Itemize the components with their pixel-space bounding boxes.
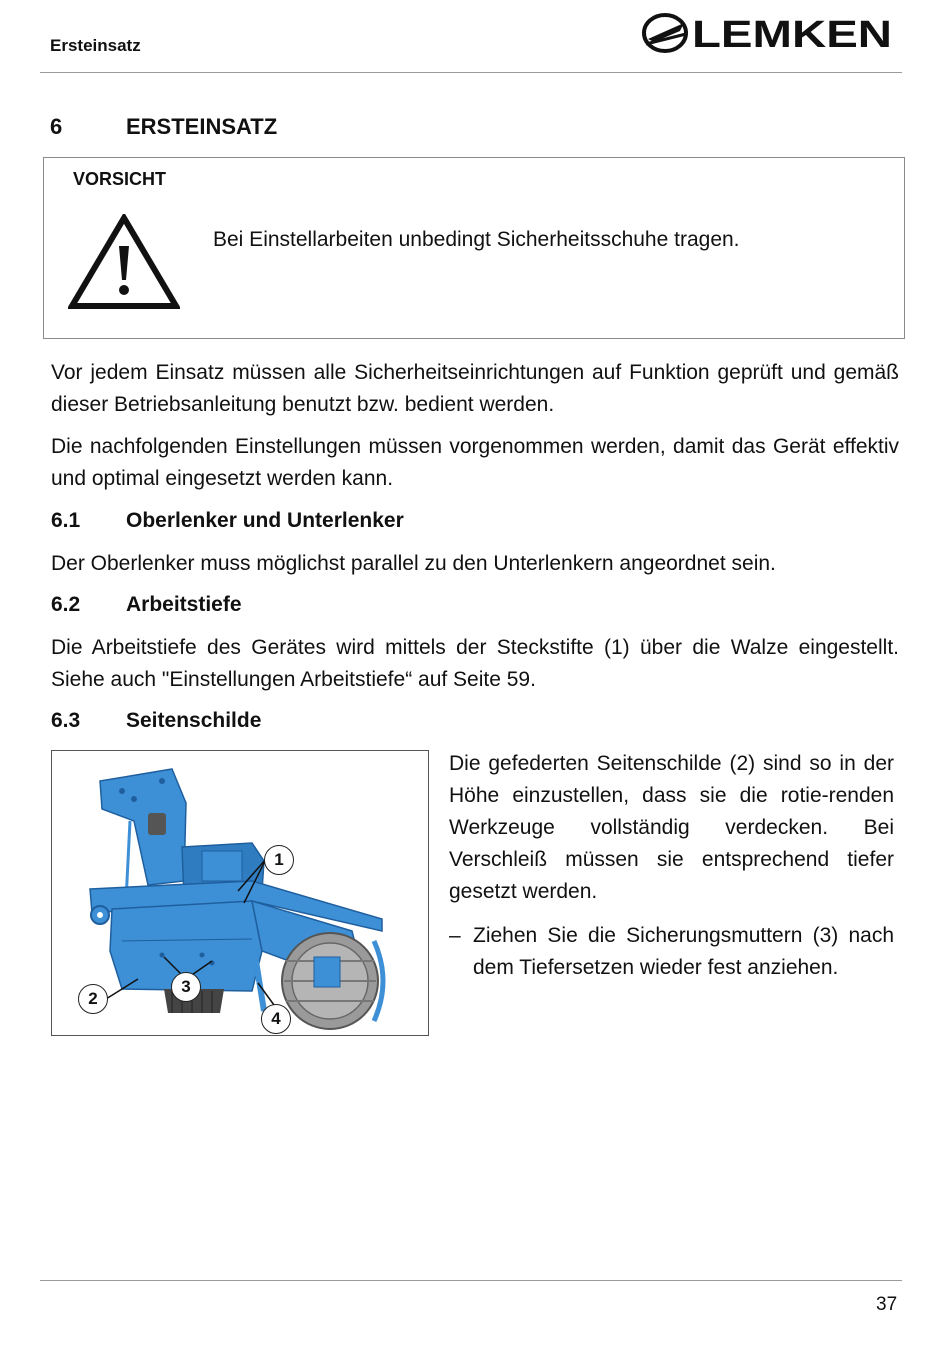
callout-1: 1	[264, 845, 294, 875]
callout-3: 3	[171, 972, 201, 1002]
callout-2: 2	[78, 984, 108, 1014]
section-6-2-text: Die Arbeitstiefe des Gerätes wird mittels der Steckstifte (1) über die Walze eingestellt. Siehe auch "Einstellungen Arbeitstiefe“ auf Seite 59.	[51, 636, 899, 691]
section-6-3-text: Die gefederten Seitenschilde (2) sind so in der Höhe einzustellen, dass sie die rotie-renden Werkzeuge vollständig verdecken. Bei Verschleiß müssen sie entsprechend tiefer gesetzt werden.	[449, 752, 894, 903]
instruction-list-item	[449, 920, 894, 984]
section-heading-6-2	[51, 593, 242, 617]
intro-paragraph-2: Die nachfolgenden Einstellungen müssen vorgenommen werden, damit das Gerät effektiv und optimal eingesetzt werden kann.	[51, 435, 899, 490]
section-number: 6.1	[51, 509, 81, 532]
callout-4: 4	[261, 1004, 291, 1034]
intro-paragraph-1: Vor jedem Einsatz müssen alle Sicherheitseinrichtungen auf Funktion geprüft und gemäß dieser Betriebsanleitung benutzt bzw. bedient werden.	[51, 361, 899, 416]
section-6-1-text: Der Oberlenker muss möglichst parallel zu den Unterlenkern angeordnet sein.	[51, 552, 776, 575]
chapter-number: 6	[50, 114, 63, 139]
section-title: Oberlenker und Unterlenker	[126, 509, 404, 532]
warning-label: VORSICHT	[73, 169, 167, 189]
section-heading-6-3	[51, 709, 261, 733]
section-title: Seitenschilde	[126, 709, 262, 732]
machine-figure	[51, 750, 429, 1036]
instruction-text: Ziehen Sie die Sicherungsmuttern (3) nach dem Tiefersetzen wieder fest anziehen.	[473, 924, 894, 979]
header-section-title: Ersteinsatz	[50, 36, 141, 55]
header-divider	[40, 72, 902, 73]
page-number: 37	[876, 1294, 898, 1315]
list-dash: –	[449, 924, 461, 947]
lemken-logo	[640, 8, 900, 58]
section-title: Arbeitstiefe	[126, 593, 242, 616]
section-number: 6.2	[51, 593, 81, 616]
chapter-heading	[50, 114, 277, 140]
brand-name: LEMKEN	[692, 14, 892, 56]
footer-divider	[40, 1280, 902, 1281]
lemken-logo-graphic	[640, 8, 900, 58]
chapter-title: ERSTEINSATZ	[126, 114, 278, 139]
section-heading-6-1	[51, 509, 404, 533]
section-number: 6.3	[51, 709, 81, 732]
warning-text: Bei Einstellarbeiten unbedingt Sicherheitsschuhe tragen.	[213, 228, 740, 251]
warning-triangle-icon	[68, 214, 180, 310]
rotary-harrow-illustration	[52, 751, 429, 1036]
